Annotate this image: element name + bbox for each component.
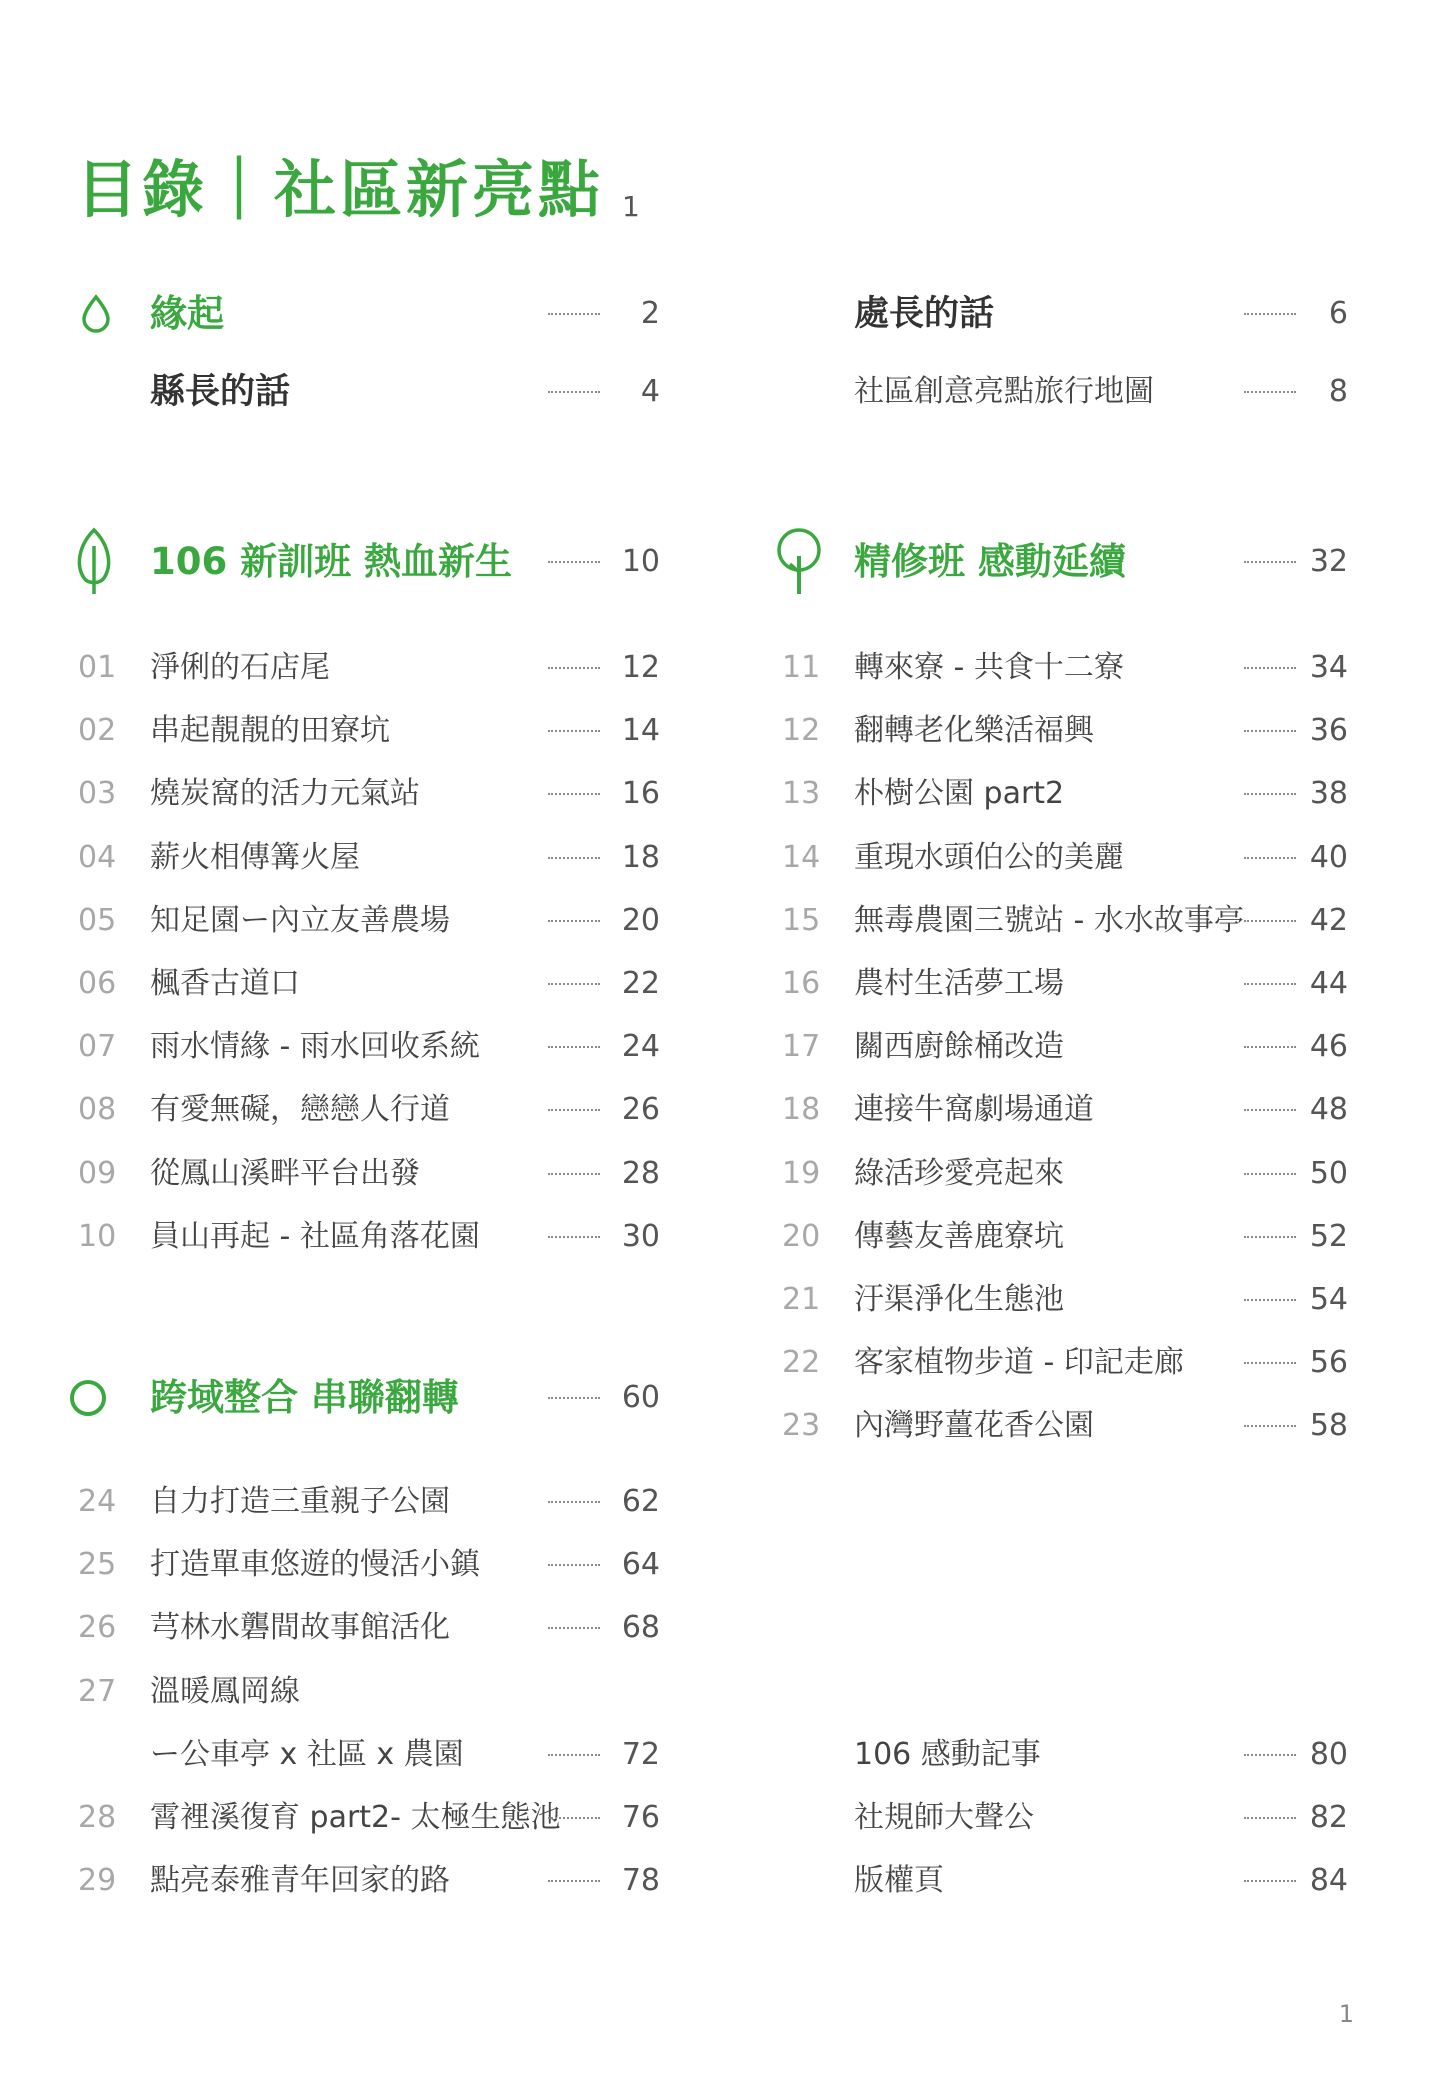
entry-label: 芎林水礱間故事館活化 (150, 1610, 450, 1646)
toc-entry[interactable] (78, 774, 660, 814)
toc-entry[interactable] (782, 372, 1348, 412)
section-title: 106 新訓班 熱血新生 (150, 540, 512, 583)
dot-leader (548, 1046, 600, 1048)
toc-entry[interactable] (78, 1482, 660, 1522)
entry-label: 客家植物步道 - 印記走廊 (854, 1345, 1184, 1381)
toc-entry[interactable] (782, 1735, 1348, 1775)
entry-page: 38 (1309, 776, 1348, 812)
section-page: 10 (621, 544, 660, 579)
entry-label: 薪火相傳篝火屋 (150, 839, 360, 875)
toc-entry[interactable] (782, 1090, 1348, 1130)
entry-page: 48 (1309, 1092, 1348, 1128)
toc-entry[interactable] (78, 964, 660, 1004)
entry-number: 13 (782, 776, 821, 812)
dot-leader (548, 1564, 600, 1566)
entry-page: 84 (1309, 1863, 1348, 1899)
dot-leader (548, 1501, 600, 1503)
section-page: 32 (1309, 544, 1348, 579)
entry-number: 27 (78, 1673, 117, 1709)
entry-number: 18 (782, 1092, 821, 1128)
entry-label: 自力打造三重親子公園 (150, 1484, 450, 1519)
entry-number: 29 (78, 1863, 117, 1899)
entry-label: 知足園ー內立友善農場 (150, 902, 450, 938)
entry-label: 打造單車悠遊的慢活小鎮 (150, 1547, 480, 1583)
footer-page-number: 1 (1338, 2000, 1354, 2028)
entry-label: 點亮泰雅青年回家的路 (150, 1863, 450, 1899)
entry-number: 20 (782, 1218, 821, 1254)
toc-entry[interactable] (78, 1154, 660, 1194)
entry-number: 14 (782, 839, 821, 875)
entry-page: 30 (621, 1218, 660, 1254)
entry-label: 串起靚靚的田寮坑 (150, 713, 390, 749)
dot-leader (548, 1817, 600, 1819)
entry-label: 溫暖鳳岡線 (150, 1673, 300, 1709)
entry-page: 44 (1309, 966, 1348, 1001)
entry-label: 重現水頭伯公的美麗 (854, 839, 1124, 875)
entry-page: 34 (1309, 650, 1348, 685)
entry-number: 23 (782, 1408, 821, 1444)
dot-leader (548, 1173, 600, 1175)
dot-leader (548, 1880, 600, 1882)
toc-entry[interactable] (782, 774, 1348, 814)
entry-page: 20 (621, 902, 660, 938)
entry-number: 05 (78, 902, 117, 938)
entry-label: 朴樹公園 part2 (854, 776, 1065, 812)
entry-page: 4 (640, 374, 660, 409)
toc-entry[interactable] (782, 294, 1348, 334)
entry-page: 40 (1309, 839, 1348, 875)
toc-entry[interactable] (78, 1027, 660, 1067)
entry-page: 82 (1309, 1800, 1348, 1836)
dot-leader (548, 667, 600, 669)
toc-entry[interactable] (782, 1406, 1348, 1446)
entry-page: 52 (1309, 1218, 1348, 1254)
entry-label: ー公車亭 x 社區 x 農園 (150, 1736, 464, 1772)
dot-leader (548, 1109, 600, 1111)
entry-label: 雨水情緣 - 雨水回收系統 (150, 1029, 480, 1065)
entry-label: 汙渠淨化生態池 (854, 1282, 1064, 1317)
toc-entry[interactable] (782, 711, 1348, 751)
dot-leader (548, 793, 600, 795)
toc-entry[interactable] (78, 294, 660, 334)
entry-page: 2 (640, 296, 660, 331)
dot-leader (548, 1754, 600, 1756)
entry-number: 04 (78, 839, 117, 875)
entry-number: 11 (782, 650, 821, 685)
toc-entry[interactable] (782, 1343, 1348, 1383)
dot-leader (548, 920, 600, 922)
title-page-number: 1 (622, 190, 640, 223)
toc-entry[interactable] (78, 838, 660, 878)
toc-entry[interactable] (78, 1735, 660, 1775)
entry-label: 從鳳山溪畔平台出發 (150, 1155, 420, 1191)
dot-leader (548, 1627, 600, 1629)
entry-page: 8 (1328, 374, 1348, 409)
entry-page: 12 (621, 650, 660, 685)
entry-number: 26 (78, 1610, 117, 1646)
entry-number: 08 (78, 1092, 117, 1128)
toc-entry[interactable] (782, 1027, 1348, 1067)
entry-page: 42 (1309, 902, 1348, 938)
entry-label: 農村生活夢工場 (854, 966, 1064, 1001)
toc-entry[interactable] (78, 1861, 660, 1901)
entry-page: 68 (621, 1610, 660, 1646)
entry-label: 處長的話 (854, 294, 995, 334)
toc-entry[interactable] (782, 1280, 1348, 1320)
toc-entry[interactable] (78, 1217, 660, 1257)
entry-label: 傳藝友善鹿寮坑 (854, 1218, 1064, 1254)
entry-label: 版權頁 (854, 1863, 944, 1899)
entry-number: 25 (78, 1547, 117, 1583)
entry-number: 02 (78, 713, 117, 749)
section-title: 跨域整合 串聯翻轉 (150, 1376, 459, 1419)
section-heading[interactable] (782, 542, 1348, 582)
entry-label: 106 感動記事 (854, 1737, 1041, 1772)
entry-number: 12 (782, 713, 821, 749)
toc-entry[interactable] (78, 1672, 660, 1712)
toc-entry[interactable] (782, 901, 1348, 941)
entry-page: 56 (1309, 1345, 1348, 1381)
dot-leader (548, 1397, 600, 1399)
entry-number: 22 (782, 1345, 821, 1381)
entry-label: 連接牛窩劇場通道 (854, 1092, 1094, 1128)
entry-label: 關西廚餘桶改造 (854, 1029, 1064, 1065)
entry-number: 17 (782, 1029, 821, 1065)
entry-page: 22 (621, 966, 660, 1001)
entry-number: 19 (782, 1155, 821, 1191)
entry-page: 78 (621, 1863, 660, 1899)
entry-label: 燒炭窩的活力元氣站 (150, 776, 420, 812)
entry-page: 36 (1309, 713, 1348, 749)
entry-page: 64 (621, 1547, 660, 1583)
dot-leader (548, 1236, 600, 1238)
toc-entry[interactable] (78, 372, 660, 412)
entry-page: 72 (621, 1736, 660, 1772)
entry-page: 6 (1328, 296, 1348, 331)
entry-label: 無毒農園三號站 - 水水故事亭 (854, 902, 1244, 938)
entry-number: 15 (782, 902, 821, 938)
entry-label: 淨俐的石店尾 (150, 650, 330, 685)
toc-entry[interactable] (782, 1798, 1348, 1838)
toc-entry[interactable] (78, 1090, 660, 1130)
entry-number: 06 (78, 966, 117, 1001)
dot-leader (548, 313, 600, 315)
toc-entry[interactable] (78, 1545, 660, 1585)
toc-entry[interactable] (782, 1154, 1348, 1194)
entry-number: 07 (78, 1029, 117, 1065)
section-heading[interactable] (78, 1378, 660, 1418)
entry-number: 09 (78, 1155, 117, 1191)
entry-page: 28 (621, 1155, 660, 1191)
page-title: 目錄｜社區新亮點 (76, 153, 605, 226)
entry-label: 綠活珍愛亮起來 (854, 1155, 1064, 1191)
section-page: 60 (621, 1380, 660, 1415)
toc-entry[interactable] (78, 711, 660, 751)
entry-number: 16 (782, 966, 821, 1001)
toc-entry[interactable] (78, 648, 660, 688)
dot-leader (548, 857, 600, 859)
dot-leader (548, 561, 600, 563)
entry-label: 楓香古道口 (150, 966, 300, 1001)
entry-number: 28 (78, 1800, 117, 1835)
entry-number: 21 (782, 1282, 821, 1317)
entry-page: 24 (621, 1029, 660, 1065)
entry-page: 62 (621, 1484, 660, 1519)
toc-entry[interactable] (78, 901, 660, 941)
entry-page: 26 (621, 1092, 660, 1128)
toc-entry[interactable] (782, 1217, 1348, 1257)
entry-page: 16 (621, 776, 660, 812)
dot-leader (548, 730, 600, 732)
dot-leader (548, 983, 600, 985)
dot-leader (548, 391, 600, 393)
toc-entry[interactable] (78, 1798, 660, 1838)
entry-label: 社規師大聲公 (854, 1800, 1034, 1836)
entry-label: 緣起 (150, 292, 224, 335)
section-title: 精修班 感動延續 (854, 540, 1126, 583)
toc-entry[interactable] (78, 1608, 660, 1648)
section-heading[interactable] (78, 542, 660, 582)
entry-label: 有愛無礙，戀戀人行道 (150, 1092, 450, 1128)
entry-page: 54 (1309, 1282, 1348, 1317)
entry-page: 58 (1309, 1408, 1348, 1444)
entry-number: 01 (78, 650, 117, 685)
entry-page: 46 (1309, 1029, 1348, 1065)
entry-page: 50 (1309, 1155, 1348, 1191)
toc-entry[interactable] (782, 964, 1348, 1004)
entry-label: 社區創意亮點旅行地圖 (854, 374, 1154, 409)
entry-label: 員山再起 - 社區角落花園 (150, 1218, 480, 1254)
toc-entry[interactable] (782, 838, 1348, 878)
entry-page: 76 (621, 1800, 660, 1835)
entry-page: 14 (621, 713, 660, 749)
entry-label: 翻轉老化樂活福興 (854, 713, 1094, 749)
entry-label: 霄裡溪復育 part2- 太極生態池 (150, 1800, 561, 1835)
entry-number: 10 (78, 1218, 117, 1254)
entry-page: 18 (621, 839, 660, 875)
entry-label: 縣長的話 (150, 372, 291, 412)
entry-label: 內灣野薑花香公園 (854, 1408, 1094, 1444)
toc-entry[interactable] (782, 1861, 1348, 1901)
entry-number: 03 (78, 776, 117, 812)
toc-entry[interactable] (782, 648, 1348, 688)
entry-number: 24 (78, 1484, 117, 1519)
entry-label: 轉來寮 - 共食十二寮 (854, 650, 1124, 685)
entry-page: 80 (1309, 1737, 1348, 1772)
